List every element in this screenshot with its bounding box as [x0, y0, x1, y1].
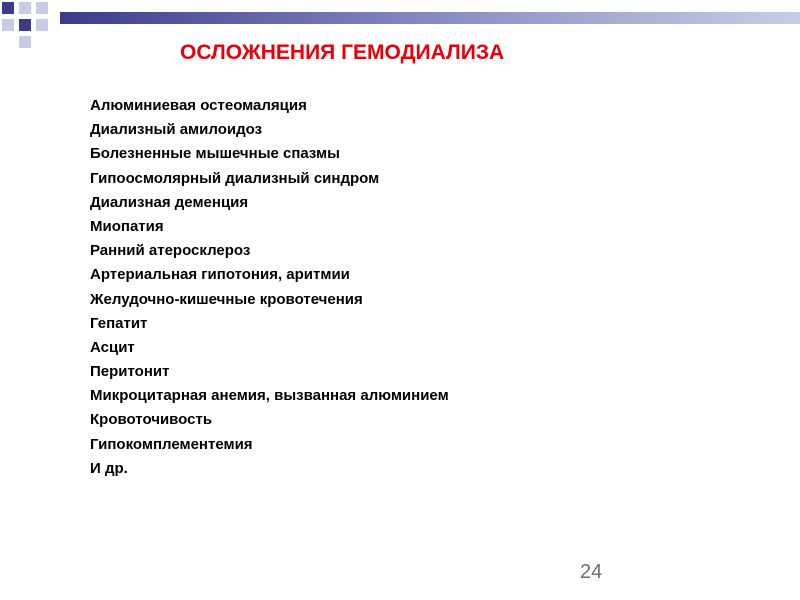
page-number: 24: [580, 561, 603, 583]
list-item: Перитонит: [90, 363, 170, 381]
list-item: Гепатит: [90, 314, 148, 332]
list-item: Болезненные мышечные спазмы: [90, 145, 340, 163]
list-item: Артериальная гипотония, аритмии: [90, 266, 350, 284]
header-band: [60, 12, 800, 24]
list-item: Гипоосмолярный диализный синдром: [90, 169, 380, 187]
list-item: Асцит: [90, 338, 135, 356]
list-item: Кровоточивость: [90, 411, 213, 429]
complications-list: [90, 94, 449, 481]
list-item: Миопатия: [90, 217, 164, 235]
list-item: Микроцитарная анемия, вызванная алюминием: [90, 387, 449, 405]
list-item: И др.: [90, 459, 128, 477]
list-item: Желудочно-кишечные кровотечения: [90, 290, 363, 308]
list-item: Диализный амилоидоз: [90, 121, 263, 139]
list-item: Ранний атеросклероз: [90, 242, 251, 260]
list-item: Диализная деменция: [90, 193, 249, 211]
list-item: Алюминиевая остеомаляция: [90, 97, 307, 114]
corner-squares: [2, 2, 48, 48]
list-item: Гипокомплементемия: [90, 435, 253, 453]
slide-title: ОСЛОЖНЕНИЯ ГЕМОДИАЛИЗА: [180, 41, 505, 64]
